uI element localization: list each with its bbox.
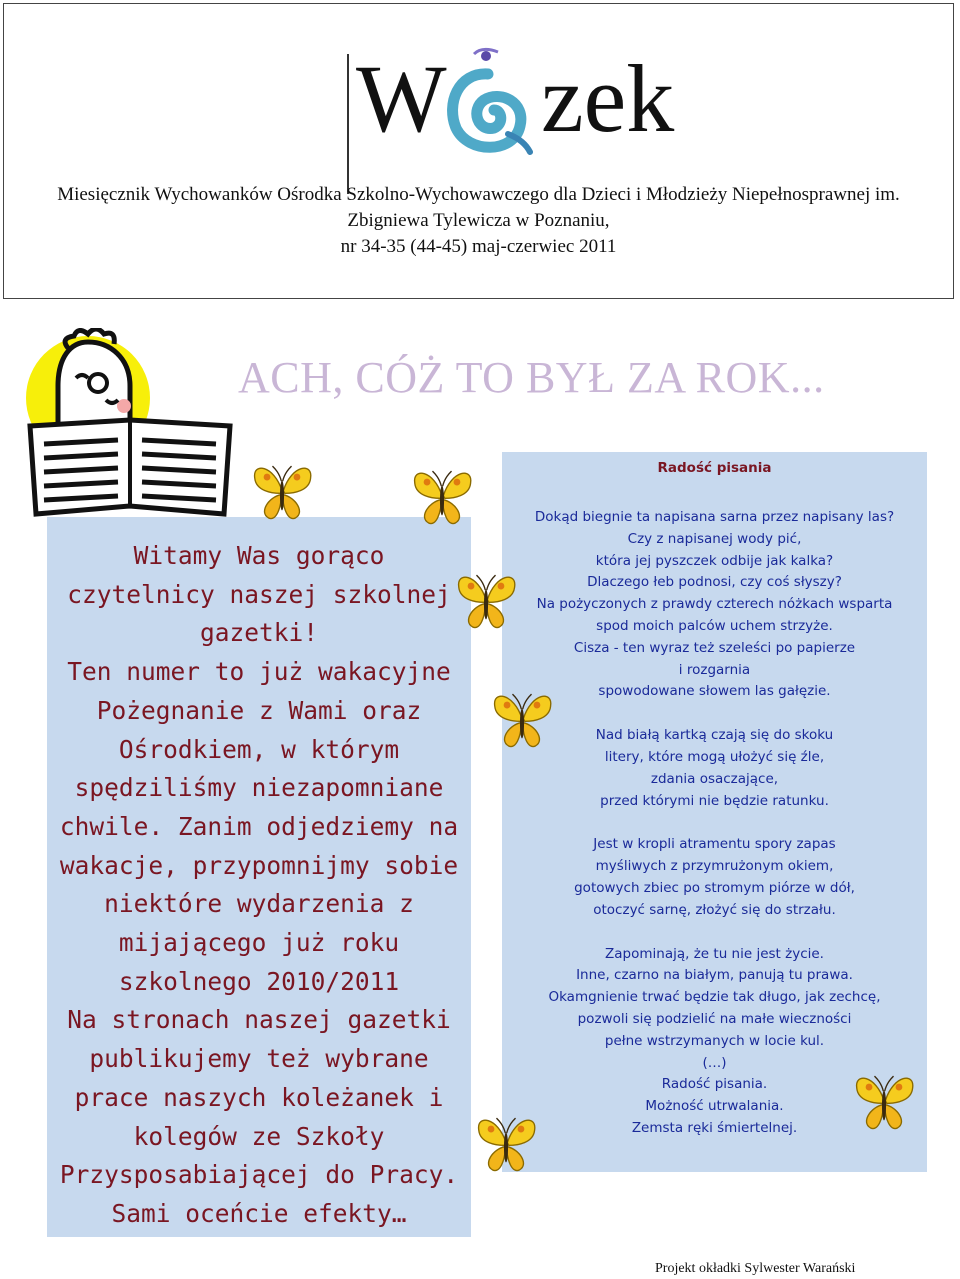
butterfly-icon: [472, 1110, 540, 1178]
spiral-snail-logo-icon: [438, 44, 538, 164]
poem-line: gotowych zbiec po stromym piórze w dół,: [574, 879, 855, 896]
poem-line: zdania osaczające,: [650, 770, 779, 787]
title-letter-w: W: [356, 45, 447, 152]
poem-line: przed którymi nie będzie ratunku.: [600, 792, 829, 809]
poem-line: Nad białą kartką czają się do skoku: [595, 727, 834, 744]
stanza-gap: [502, 812, 927, 834]
masthead-subtitle-2: Zbigniewa Tylewicza w Poznaniu,: [347, 210, 610, 231]
page-headline: ACH, CÓŻ TO BYŁ ZA ROK...: [238, 353, 825, 402]
poem-line: Dokąd biegnie ta napisana sarna przez napisany las?: [534, 509, 895, 525]
poem-line: pozwoli się podzielić na małe wieczności: [577, 1010, 852, 1027]
butterfly-icon: [248, 458, 316, 526]
poem-line: i rozgarnia: [678, 661, 751, 678]
poem-line: myśliwych z przymrużonym okiem,: [595, 858, 834, 875]
poem-line: Czy z napisanej wody pić,: [627, 530, 802, 547]
poem-title: Radość pisania: [657, 460, 772, 476]
poem-body: [502, 507, 927, 1140]
poem-line: Inne, czarno na białym, panują tu prawa.: [576, 967, 853, 984]
poem-line: Zemsta ręki śmiertelnej.: [631, 1119, 798, 1136]
masthead-divider: [347, 54, 349, 194]
cover-credit: Projekt okładki Sylwester Warański: [655, 1261, 856, 1276]
butterfly-icon: [408, 463, 476, 531]
poem-line: (…): [702, 1054, 727, 1071]
poem-line: Możność utrwalania.: [645, 1098, 784, 1115]
poem-line: Zapominają, że tu nie jest życie.: [605, 945, 824, 962]
poem-line: spowodowane słowem las gałęzie.: [598, 683, 831, 700]
poem-line: która jej pyszczek odbije jak kalka?: [595, 552, 834, 569]
poem-line: Radość pisania.: [661, 1076, 768, 1093]
poem-line: spod moich palców uchem strzyże.: [596, 617, 833, 634]
stanza-gap: [502, 922, 927, 944]
poem-box: [502, 452, 927, 1172]
poem-line: pełne wstrzymanych w locie kul.: [604, 1032, 825, 1049]
intro-text: Witamy Was gorąco czytelnicy naszej szkolnej gazetki! Ten numer to już wakacyjne Pożegnanie z Wami oraz Ośrodkiem, w którym spędziliśmy niezapomniane chwile. Zanim odjedziemy na wakacje, przypomnijmy sobie niektóre wydarzenia z mijającego już roku szkolnego 2010/2011 Na stronach naszej gazetki publikujemy też wybrane prace naszych koleżanek i kolegów ze Szkoły Przysposabiającej do Pracy. Sami oceńcie efekty…: [59, 541, 459, 1228]
title-suffix: zek: [541, 45, 675, 152]
butterfly-icon: [488, 686, 556, 754]
poem-line: Okamgnienie trwać będzie tak długo, jak zechcę,: [548, 989, 881, 1006]
intro-box: [47, 517, 471, 1237]
masthead: [3, 3, 954, 299]
masthead-subtitle-1: Miesięcznik Wychowanków Ośrodka Szkolno-Wychowawczego dla Dzieci i Młodzieży Niepełnosprawnej im.: [57, 184, 900, 205]
newspaper-reader-icon: [18, 328, 243, 518]
poem-line: Na pożyczonych z prawdy czterech nóżkach wsparta: [536, 596, 893, 613]
poem-line: Cisza - ten wyraz też szeleści po papierze: [573, 639, 856, 656]
stanza-gap: [502, 703, 927, 725]
poem-line: Dlaczego łeb podnosi, czy coś słyszy?: [587, 574, 842, 591]
butterfly-icon: [850, 1068, 918, 1136]
masthead-title: [4, 44, 953, 154]
poem-line: litery, które mogą ułożyć się źle,: [604, 748, 825, 765]
poem-line: otoczyć sarnę, złożyć się do strzału.: [593, 901, 836, 918]
butterfly-icon: [452, 567, 520, 635]
masthead-issue: nr 34-35 (44-45) maj-czerwiec 2011: [340, 236, 617, 257]
poem-line: Jest w kropli atramentu spory zapas: [593, 836, 836, 853]
